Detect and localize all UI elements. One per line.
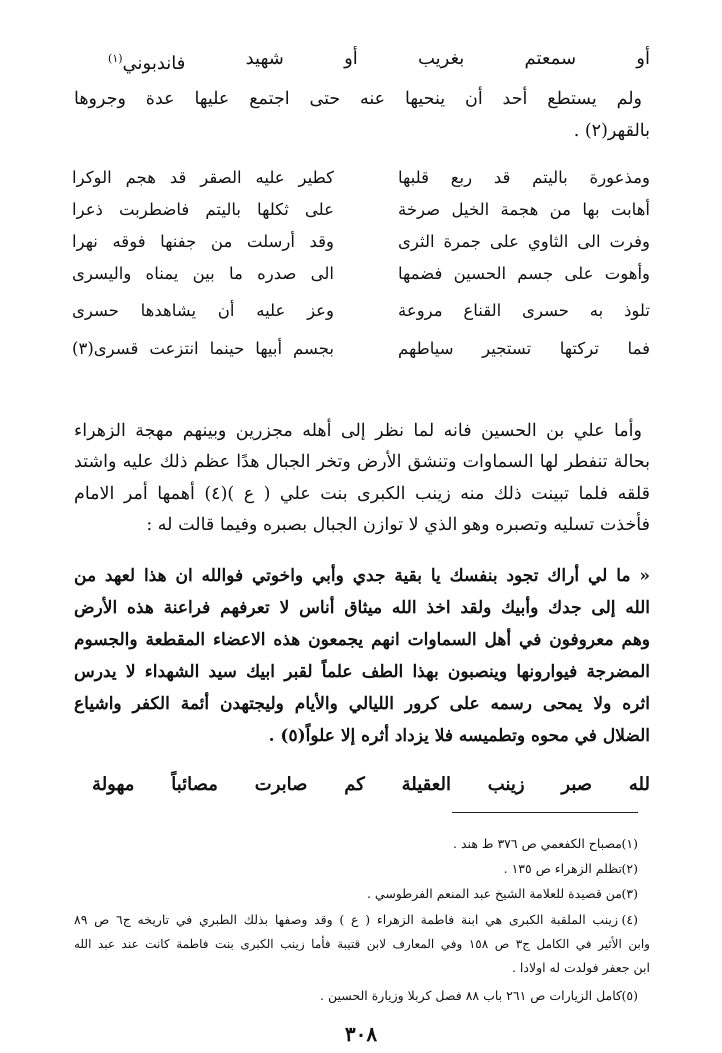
verse-word: أو [636,48,650,69]
footnote-number: (١) [621,836,638,851]
poem-hemistich-right: أهابت بها من هجمة الخيل صرخة [398,200,650,219]
paragraph-line: بالقهر(٢) . [573,121,650,141]
quote-line: اثره ولا يمحى رسمه على كرور الليالي والأيام وليجتهدن أئمة الكفر واشياع [74,694,650,714]
verse-word: صابرت [254,774,308,795]
footnote-number: (٢) [621,861,638,876]
footnote-text: ابن جعفر فولدت له اولادا . [511,960,650,975]
quote-line: وهم معروفون في أهل السماوات انهم يجمعون هذه الاعضاء المقطعة والجسوم [74,630,650,650]
footnote-number: (٥) [621,988,638,1003]
poem-hemistich-left: وعز عليه أن يشاهدها حسرى [72,301,334,320]
verse-word: مصائباً [171,774,218,795]
footnote-text: زينب الملقبة الكبرى هي ابنة فاطمة الزهراء ( ع ) وقد وصفها بذلك الطبري في تاريخه ج٦ ص ٨٩ [74,912,618,927]
quote-line: المضرجة فيوارونها وينصبون بهذا الطف علماً لقبر ابيك سيد الشهداء لا يدرس [74,662,650,682]
quote-line: الله إلى جدك وأبيك ولقد اخذ الله ميثاق أناس لا تعرفهم فراعنة هذه الأرض [74,598,650,618]
verse-word: زينب [487,774,525,795]
footnote-text: من قصيدة للعلامة الشيخ عبد المنعم الفرطوسي . [366,886,622,901]
page-number: ٣٠٨ [344,1022,378,1046]
poem-hemistich-left: وقد أرسلت من جفنها فوقه نهرا [72,232,334,251]
footnote-text: كامل الزيارات ص ٢٦١ باب ٨٨ فصل كربلا وزيارة الحسين . [320,988,622,1003]
paragraph-line: قلقه فلما تبينت ذلك منه زينب الكبرى بنت علي ( ع )(٤) أهمها أمر الامام [74,484,650,504]
paragraph-line: بحالة تنفطر لها السماوات وتنشق الأرض وتخر الجبال هدًا عظم ذلك عليه واشتد [74,452,650,472]
poem-hemistich-right: تلوذ به حسرى القناع مروعة [398,301,650,320]
verse-bottom [92,770,650,800]
footnote-number: (٤) [621,912,638,927]
verse-word: العقيلة [401,774,451,795]
footnote-text: وابن الأثير في الكامل ج٣ ص ١٥٨ وفي المعارف لابن قتيبة فأما زينب الكبرى بنت فاطمة كانت عند عبد الله [74,937,650,951]
poem-hemistich-left: الى صدره ما بين يمناه واليسرى [72,264,334,283]
verse-top [108,44,650,74]
verse-word: صبر [561,774,593,795]
paragraph-line: ولم يستطع أحد أن ينحيها عنه حتى اجتمع عليها عدة وجروها [74,89,642,109]
paragraph-line: وأما علي بن الحسين فانه لما نظر إلى أهله مجزرين وبينهم مهجة الزهراء [74,421,642,441]
verse-word: لله [628,774,650,795]
poem-hemistich-left: على ثكلها باليتم فاضطربت ذعرا [72,200,334,219]
verse-word: كم [344,774,365,795]
poem-hemistich-right: فما تركتها تستجير سياطهم [398,339,650,358]
verse-word: فاندبوني$^{(١)}$ [108,52,186,74]
quote-line: الضلال في محوه وتطميسه فلا يزداد أثره إلا علواً(٥) . [268,726,650,746]
footnote-text: مصباح الكفعمي ص ٣٧٦ ط هند . [453,836,622,851]
poem-hemistich-right: ومذعورة باليتم قد ربع قلبها [398,168,650,187]
footnote-text: تظلم الزهراء ص ١٣٥ . [503,861,622,876]
verse-word: أو [344,48,358,69]
verse-word: سمعتم [524,48,577,69]
verse-word: شهيد [245,48,284,69]
quote-line: « ما لي أراك تجود بنفسك يا بقية جدي وأبي واخوتي فوالله ان هذا لعهد من [74,566,650,586]
verse-word: بغريب [417,48,465,69]
poem-hemistich-right: وفرت الى الثاوي على جمرة الثرى [398,232,650,251]
footnote-ref: (١) [108,52,123,65]
poem-hemistich-left: كطير عليه الصقر قد هجم الوكرا [72,168,334,187]
footnote-separator [452,812,638,813]
poem-hemistich-left: بجسم أبيها حينما انتزعت قسرى(٣) [72,339,334,358]
paragraph-line: فأخذت تسليه وتصبره وهو الذي لا توازن الجبال بصبره وفيما قالت له : [146,515,650,535]
footnote-number: (٣) [621,886,638,901]
verse-word: مهولة [92,774,135,795]
poem-hemistich-right: وأهوت على جسم الحسين فضمها [398,264,650,283]
